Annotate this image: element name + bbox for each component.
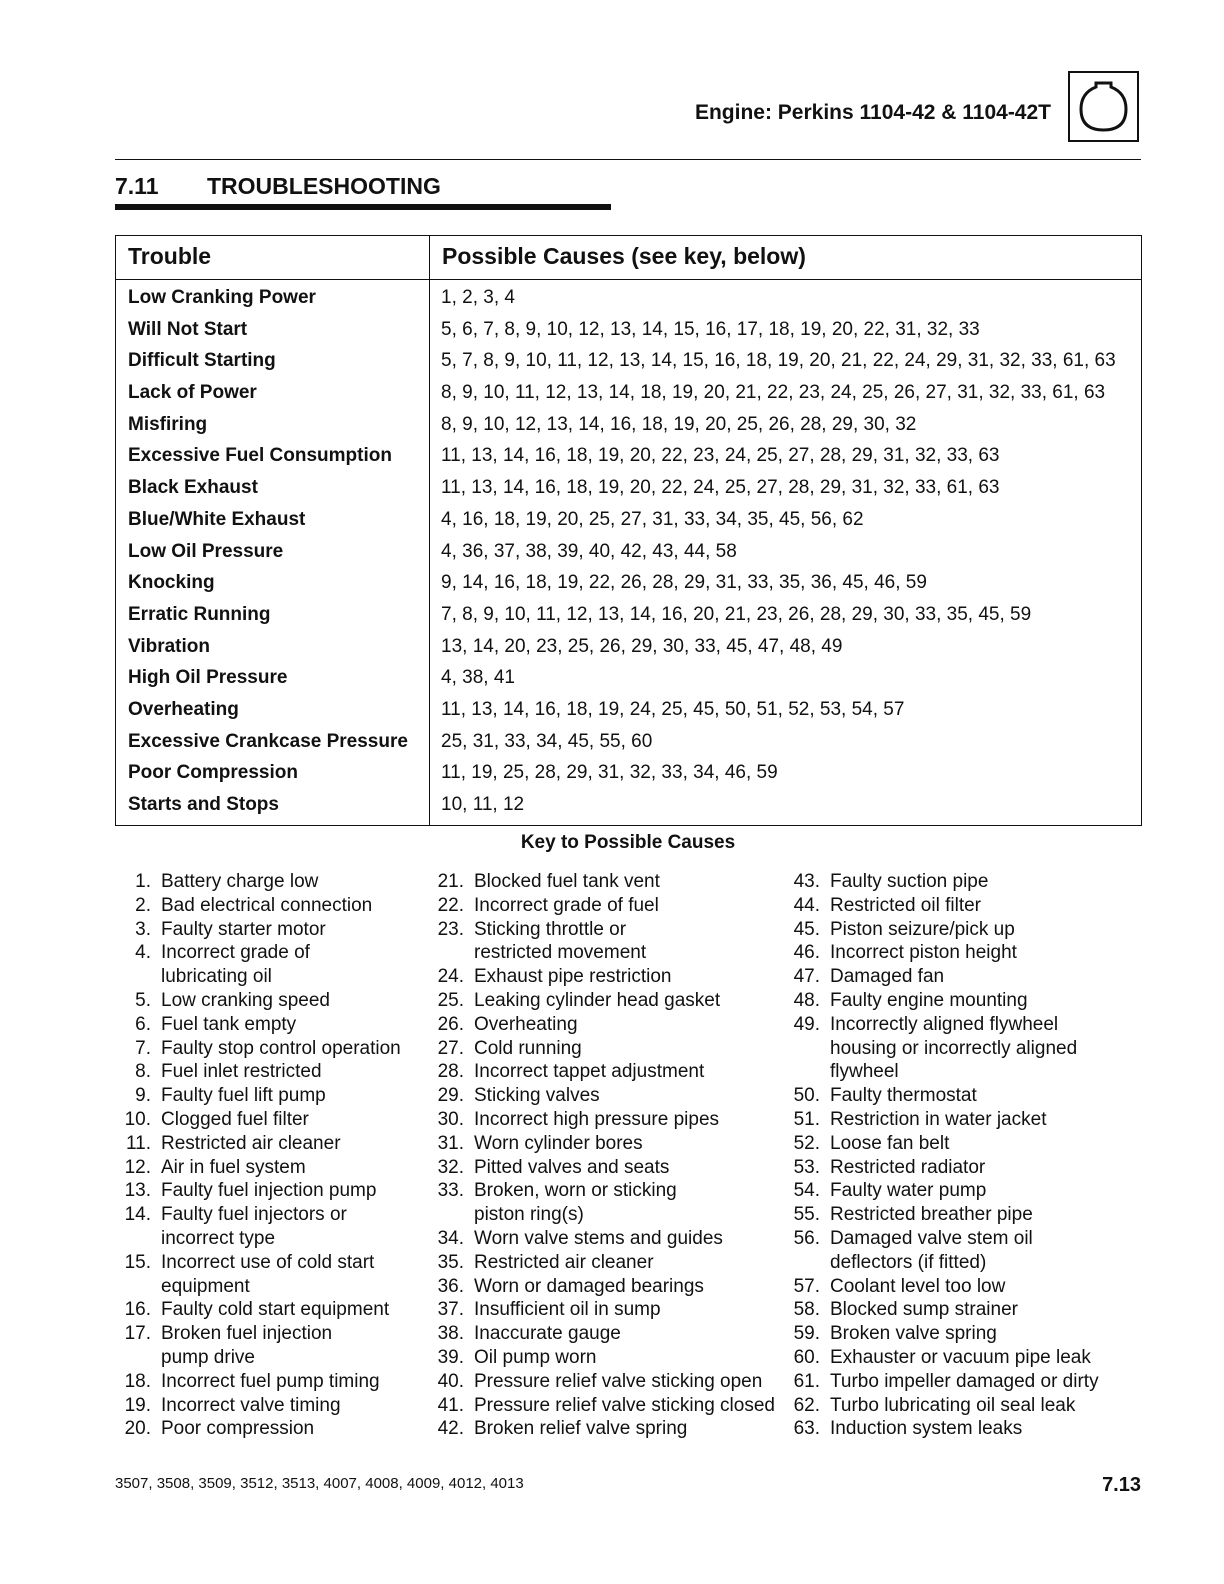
key-item-text: Restricted air cleaner [474,1251,654,1273]
key-item-number: 14. [124,1204,151,1226]
key-item-text: Turbo lubricating oil seal leak [830,1394,1076,1416]
key-item-number: 44. [793,894,820,916]
table-row [116,315,1141,347]
key-item-text: Sticking throttle or [474,918,627,940]
key-item-number: 46. [793,942,820,964]
key-item [782,1179,1099,1203]
table-rows [116,283,1141,822]
key-item-text: Faulty starter motor [161,918,326,940]
key-item [113,1060,401,1084]
key-item [113,989,401,1013]
key-item-text: Battery charge low [161,871,319,892]
key-item-text: Turbo impeller damaged or dirty [830,1370,1099,1392]
key-item-number: 8. [135,1061,151,1083]
key-item-text: Incorrect grade of fuel [474,894,659,916]
causes-cell: 25, 31, 33, 34, 45, 55, 60 [441,730,653,752]
trouble-cell: Black Exhaust [128,477,258,499]
key-item [782,1084,1099,1108]
trouble-cell: Low Cranking Power [128,287,316,308]
key-item [113,1251,401,1299]
key-item-number: 62. [793,1394,820,1416]
key-item [426,1132,775,1156]
header-rule [115,159,1141,160]
key-item [426,894,775,918]
key-item-number: 6. [135,1013,151,1035]
key-item [113,1203,401,1251]
key-item-text: Clogged fuel filter [161,1108,309,1130]
key-item-text: flywheel [830,1061,899,1083]
trouble-cell: Difficult Starting [128,350,276,372]
key-item-text: Coolant level too low [830,1275,1006,1297]
key-item-text: incorrect type [161,1227,276,1249]
table-row [116,568,1141,600]
key-item [426,918,775,966]
causes-cell: 4, 38, 41 [441,667,515,689]
key-item-text: equipment [161,1275,250,1297]
key-item-number: 9. [135,1085,151,1107]
footer-model-list: 3507, 3508, 3509, 3512, 3513, 4007, 4008, 4009, 4012, 4013 [115,1475,524,1492]
key-item-text: Incorrect fuel pump timing [161,1370,380,1392]
key-item [426,989,775,1013]
causes-cell: 4, 36, 37, 38, 39, 40, 42, 43, 44, 58 [441,540,737,562]
key-item-number: 29. [437,1085,464,1107]
table-row [116,378,1141,410]
troubleshooting-table [115,235,1142,826]
table-row [116,441,1141,473]
trouble-cell: Blue/White Exhaust [128,508,306,530]
causes-cell: 11, 19, 25, 28, 29, 31, 32, 33, 34, 46, 59 [441,762,778,784]
key-item-text: Faulty fuel lift pump [161,1085,326,1107]
section-title-bar [115,204,611,210]
key-item-number: 36. [437,1275,464,1297]
key-item-text: housing or incorrectly aligned [830,1037,1078,1059]
key-item [782,941,1099,965]
table-row [116,346,1141,378]
key-item-text: Faulty water pump [830,1180,987,1202]
causes-cell: 9, 14, 16, 18, 19, 22, 26, 28, 29, 31, 33, 35, 36, 45, 46, 59 [441,572,927,594]
key-item [782,1298,1099,1322]
key-item-number: 5. [135,989,151,1011]
key-item-number: 27. [437,1037,464,1059]
key-item-number: 24. [437,966,464,988]
key-item-text: Restricted radiator [830,1156,986,1178]
key-item-text: Worn or damaged bearings [474,1275,704,1297]
causes-cell: 11, 13, 14, 16, 18, 19, 24, 25, 45, 50, 51, 52, 53, 54, 57 [441,698,905,720]
table-row [116,537,1141,569]
key-item [426,1013,775,1037]
key-item [426,1037,775,1061]
key-item-text: Broken relief valve spring [474,1418,688,1440]
key-item-number: 47. [793,966,820,988]
table-row [116,758,1141,790]
key-item-text: Faulty engine mounting [830,989,1028,1011]
key-item-text: Restricted breather pipe [830,1204,1033,1226]
key-item-number: 57. [793,1275,820,1297]
key-item [113,870,401,894]
key-item-text: Faulty cold start equipment [161,1299,390,1321]
key-item-text: Faulty thermostat [830,1085,977,1107]
engine-icon [1070,73,1137,140]
causes-cell: 5, 6, 7, 8, 9, 10, 12, 13, 14, 15, 16, 17, 18, 19, 20, 22, 31, 32, 33 [441,318,980,340]
key-item-text: Low cranking speed [161,989,330,1011]
key-item-number: 58. [793,1299,820,1321]
key-item [426,1346,775,1370]
key-item [782,1203,1099,1227]
key-item-number: 15. [124,1251,151,1273]
key-column-2 [426,870,775,1441]
causes-cell: 11, 13, 14, 16, 18, 19, 20, 22, 24, 25, 27, 28, 29, 31, 32, 33, 61, 63 [441,477,1000,499]
key-item [426,1227,775,1251]
key-item-number: 56. [793,1227,820,1249]
key-item [782,965,1099,989]
trouble-cell: Poor Compression [128,762,298,784]
table-header-divider [116,279,1141,280]
key-item-number: 33. [437,1180,464,1202]
table-row [116,790,1141,822]
key-item-number: 39. [437,1346,464,1368]
key-item-text: Incorrect piston height [830,942,1017,964]
trouble-cell: Knocking [128,572,215,594]
key-item [426,1156,775,1180]
key-item [113,1132,401,1156]
key-item-text: Bad electrical connection [161,894,373,916]
trouble-cell: Lack of Power [128,382,257,404]
table-row [116,632,1141,664]
key-item [426,1322,775,1346]
key-item-text: Cold running [474,1037,582,1059]
key-title: Key to Possible Causes [520,832,736,853]
key-item-text: Fuel tank empty [161,1013,297,1035]
key-column-3 [782,870,1099,1441]
key-item-number: 1. [135,871,151,892]
key-item [782,918,1099,942]
causes-cell: 8, 9, 10, 11, 12, 13, 14, 18, 19, 20, 21, 22, 23, 24, 25, 26, 27, 31, 32, 33, 61, 63 [441,382,1106,404]
table-row [116,600,1141,632]
key-item-text: lubricating oil [161,966,272,988]
key-item-text: Faulty suction pipe [830,871,989,892]
key-item [426,965,775,989]
key-item [782,870,1099,894]
key-item-number: 23. [437,918,464,940]
key-item-text: restricted movement [474,942,647,964]
key-item [426,1060,775,1084]
key-item-text: Incorrect use of cold start [161,1251,375,1273]
key-item [426,1417,775,1441]
key-item [426,870,775,894]
key-item-text: Insufficient oil in sump [474,1299,661,1321]
key-item-text: Pressure relief valve sticking closed [474,1394,775,1416]
key-item-number: 38. [437,1323,464,1345]
key-item-text: Restricted oil filter [830,894,981,916]
key-item [426,1251,775,1275]
key-item-text: Restriction in water jacket [830,1108,1047,1130]
header-possible-causes: Possible Causes (see key, below) [442,243,806,269]
key-item-text: Pitted valves and seats [474,1156,670,1178]
table-row [116,695,1141,727]
key-column-1 [113,870,401,1441]
key-item [782,989,1099,1013]
key-item-text: Incorrectly aligned flywheel [830,1013,1059,1035]
causes-cell: 7, 8, 9, 10, 11, 12, 13, 14, 16, 20, 21, 23, 26, 28, 29, 30, 33, 35, 45, 59 [441,603,1032,625]
key-item-text: Poor compression [161,1418,315,1440]
key-item-number: 34. [437,1227,464,1249]
table-row [116,505,1141,537]
key-item [113,1084,401,1108]
key-item-number: 26. [437,1013,464,1035]
key-item [782,1370,1099,1394]
key-item [782,1275,1099,1299]
causes-cell: 1, 2, 3, 4 [441,287,515,308]
key-item-number: 49. [793,1013,820,1035]
key-item-number: 59. [793,1323,820,1345]
key-item-text: Fuel inlet restricted [161,1061,322,1083]
key-item-text: Damaged valve stem oil [830,1227,1033,1249]
key-item-number: 50. [793,1085,820,1107]
key-item-number: 40. [437,1370,464,1392]
trouble-cell: Overheating [128,698,239,720]
causes-cell: 10, 11, 12 [441,794,525,815]
key-item-text: Air in fuel system [161,1156,306,1178]
key-item-number: 22. [437,894,464,916]
key-item-number: 25. [437,989,464,1011]
key-item [113,918,401,942]
trouble-cell: Low Oil Pressure [128,540,284,562]
trouble-cell: Starts and Stops [128,794,279,815]
causes-cell: 11, 13, 14, 16, 18, 19, 20, 22, 23, 24, 25, 27, 28, 29, 31, 32, 33, 63 [441,445,1000,467]
key-item-text: Incorrect tappet adjustment [474,1061,705,1083]
trouble-cell: High Oil Pressure [128,667,288,689]
key-item [782,1156,1099,1180]
causes-cell: 13, 14, 20, 23, 25, 26, 29, 30, 33, 45, 47, 48, 49 [441,635,843,657]
key-item-text: Oil pump worn [474,1346,597,1368]
page-number: 7.13 [1102,1474,1141,1496]
key-item-number: 35. [437,1251,464,1273]
key-item-number: 53. [793,1156,820,1178]
key-item-number: 51. [793,1108,820,1130]
key-item-number: 41. [437,1394,464,1416]
key-item-text: Leaking cylinder head gasket [474,989,721,1011]
key-item [426,1108,775,1132]
key-item-text: Sticking valves [474,1085,600,1107]
key-item-number: 17. [124,1323,151,1345]
key-item-text: piston ring(s) [474,1204,584,1226]
trouble-cell: Excessive Crankcase Pressure [128,730,408,752]
key-item-text: Worn cylinder bores [474,1132,643,1154]
key-item-text: Faulty stop control operation [161,1037,401,1059]
key-item-text: Loose fan belt [830,1132,950,1154]
key-item-text: deflectors (if fitted) [830,1251,987,1273]
table-row [116,663,1141,695]
key-item-text: Overheating [474,1013,578,1035]
section-number: 7.11 [115,173,159,199]
key-item-number: 3. [135,918,151,940]
key-item-text: pump drive [161,1346,255,1368]
key-item [113,1156,401,1180]
key-item-number: 16. [124,1299,151,1321]
key-item-text: Piston seizure/pick up [830,918,1015,940]
key-item-number: 11. [125,1132,151,1154]
key-item-number: 10. [124,1108,151,1130]
table-row [116,473,1141,505]
key-item [782,1394,1099,1418]
key-item-number: 18. [124,1370,151,1392]
key-item-text: Broken valve spring [830,1323,997,1345]
key-item [426,1370,775,1394]
trouble-cell: Vibration [128,635,210,657]
key-item [782,1108,1099,1132]
key-item-text: Exhauster or vacuum pipe leak [830,1346,1091,1368]
key-item-number: 42. [437,1418,464,1440]
key-item-number: 52. [793,1132,820,1154]
key-item-text: Induction system leaks [830,1418,1023,1440]
key-item-number: 31. [437,1132,464,1154]
key-item-number: 61. [793,1370,820,1392]
key-item-number: 30. [437,1108,464,1130]
key-item-number: 43. [793,871,820,892]
key-item-number: 48. [793,989,820,1011]
key-item-number: 54. [793,1180,820,1202]
key-item-text: Faulty fuel injectors or [161,1204,347,1226]
key-item-number: 12. [124,1156,151,1178]
key-item [426,1394,775,1418]
trouble-cell: Excessive Fuel Consumption [128,445,392,467]
key-item [113,1394,401,1418]
key-item-text: Exhaust pipe restriction [474,966,672,988]
key-item-text: Restricted air cleaner [161,1132,341,1154]
key-item [113,1298,401,1322]
table-row [116,410,1141,442]
key-item-text: Inaccurate gauge [474,1323,621,1345]
causes-cell: 4, 16, 18, 19, 20, 25, 27, 31, 33, 34, 35, 45, 56, 62 [441,508,864,530]
key-item-number: 2. [135,894,151,916]
key-item [782,1417,1099,1441]
key-item [113,1417,401,1441]
key-item [113,894,401,918]
key-item [113,1108,401,1132]
trouble-cell: Misfiring [128,413,208,435]
key-item-number: 60. [793,1346,820,1368]
section-title: TROUBLESHOOTING [207,173,441,199]
key-item-text: Broken fuel injection [161,1323,333,1345]
key-item [782,1227,1099,1275]
key-item-number: 13. [124,1180,151,1202]
key-item [426,1179,775,1227]
key-item-number: 7. [135,1037,151,1059]
key-item-number: 28. [437,1061,464,1083]
key-item-text: Damaged fan [830,966,945,988]
causes-cell: 8, 9, 10, 12, 13, 14, 16, 18, 19, 20, 25, 26, 28, 29, 30, 32 [441,413,917,435]
table-row [116,727,1141,759]
key-item [782,1132,1099,1156]
key-item-text: Blocked fuel tank vent [474,871,660,892]
key-item [113,1322,401,1370]
key-item [113,1013,401,1037]
key-item [782,894,1099,918]
key-item-text: Blocked sump strainer [830,1299,1018,1321]
key-item [782,1013,1099,1084]
key-item [113,1370,401,1394]
key-item-text: Incorrect grade of [161,942,310,964]
causes-cell: 5, 7, 8, 9, 10, 11, 12, 13, 14, 15, 16, 18, 19, 20, 21, 22, 24, 29, 31, 32, 33, 61, 63 [441,350,1116,372]
key-item-number: 21. [437,871,464,892]
key-item [426,1275,775,1299]
key-item-text: Broken, worn or sticking [474,1180,677,1202]
trouble-cell: Erratic Running [128,603,271,625]
key-item-number: 19. [124,1394,151,1416]
key-item-text: Faulty fuel injection pump [161,1180,377,1202]
header-trouble: Trouble [128,243,212,269]
key-item-text: Incorrect valve timing [161,1394,341,1416]
key-item [782,1346,1099,1370]
key-item-text: Worn valve stems and guides [474,1227,723,1249]
engine-icon-box [1068,71,1139,142]
key-item [113,941,401,989]
key-item-number: 4. [135,942,151,964]
key-item [426,1084,775,1108]
key-item [426,1298,775,1322]
key-item-number: 37. [437,1299,464,1321]
key-item [113,1179,401,1203]
key-item-text: Pressure relief valve sticking open [474,1370,763,1392]
table-row [116,283,1141,315]
key-item-number: 63. [793,1418,820,1440]
key-item-text: Incorrect high pressure pipes [474,1108,720,1130]
key-item-number: 45. [793,918,820,940]
key-item [113,1037,401,1061]
trouble-cell: Will Not Start [128,318,248,340]
key-item-number: 20. [124,1418,151,1440]
key-item-number: 55. [793,1204,820,1226]
key-item-number: 32. [437,1156,464,1178]
key-item [782,1322,1099,1346]
page-header-title: Engine: Perkins 1104-42 & 1104-42T [694,101,1051,124]
